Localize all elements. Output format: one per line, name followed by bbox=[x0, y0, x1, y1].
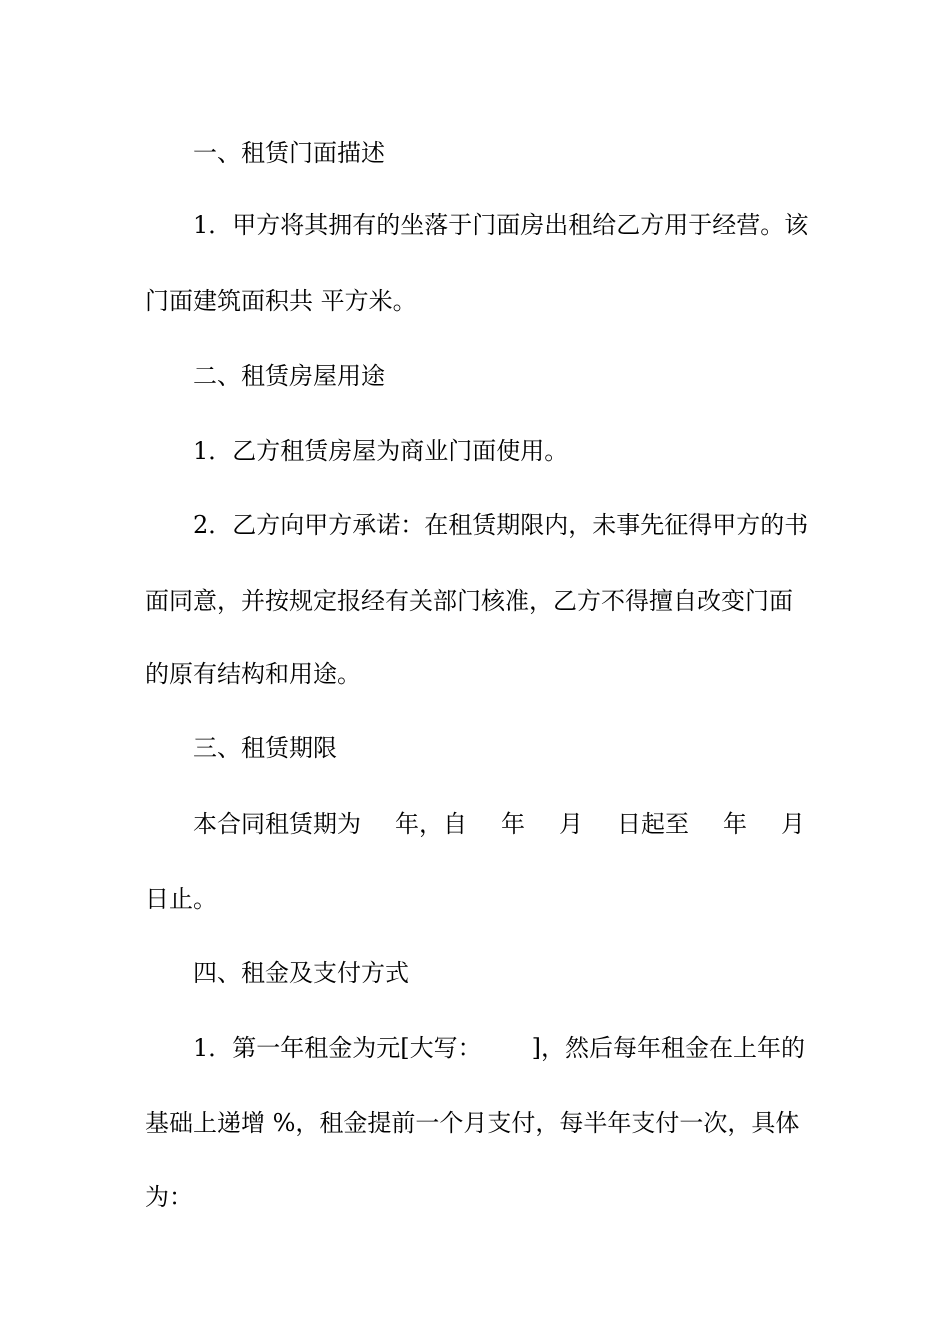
lease-term-segment: 年 bbox=[501, 810, 525, 838]
lease-term-segment: 月 bbox=[781, 810, 805, 838]
section-heading-4: 四、租金及支付方式 bbox=[193, 959, 409, 987]
section-heading-2: 二、租赁房屋用途 bbox=[193, 362, 385, 390]
lease-term-line bbox=[193, 809, 805, 839]
lease-term-segment: 本合同租赁期为 bbox=[193, 810, 361, 838]
lease-term-segment: 月 bbox=[559, 810, 583, 838]
paragraph-line: 面同意，并按规定报经有关部门核准，乙方不得擅自改变门面 bbox=[145, 587, 793, 615]
rent-segment: 1．第一年租金为元[大写： bbox=[193, 1034, 482, 1062]
lease-term-segment: 年，自 bbox=[395, 810, 467, 838]
paragraph-line: 门面建筑面积共 平方米。 bbox=[145, 287, 417, 315]
paragraph-line: 1．乙方租赁房屋为商业门面使用。 bbox=[193, 437, 569, 465]
lease-term-segment: 日起至 bbox=[617, 810, 689, 838]
paragraph-line: 的原有结构和用途。 bbox=[145, 660, 361, 688]
paragraph-line: 日止。 bbox=[145, 885, 217, 913]
rent-line bbox=[193, 1033, 805, 1063]
paragraph-line: 为： bbox=[145, 1183, 193, 1211]
paragraph-line: 基础上递增 %，租金提前一个月支付，每半年支付一次，具体 bbox=[145, 1109, 800, 1137]
paragraph-line: 2．乙方向甲方承诺：在租赁期限内，未事先征得甲方的书 bbox=[193, 511, 809, 539]
paragraph-line: 1．甲方将其拥有的坐落于门面房出租给乙方用于经营。该 bbox=[193, 211, 809, 239]
section-heading-1: 一、租赁门面描述 bbox=[193, 139, 385, 167]
rent-segment: ]，然后每年租金在上年的 bbox=[531, 1034, 805, 1062]
lease-term-segment: 年 bbox=[723, 810, 747, 838]
section-heading-3: 三、租赁期限 bbox=[193, 734, 337, 762]
